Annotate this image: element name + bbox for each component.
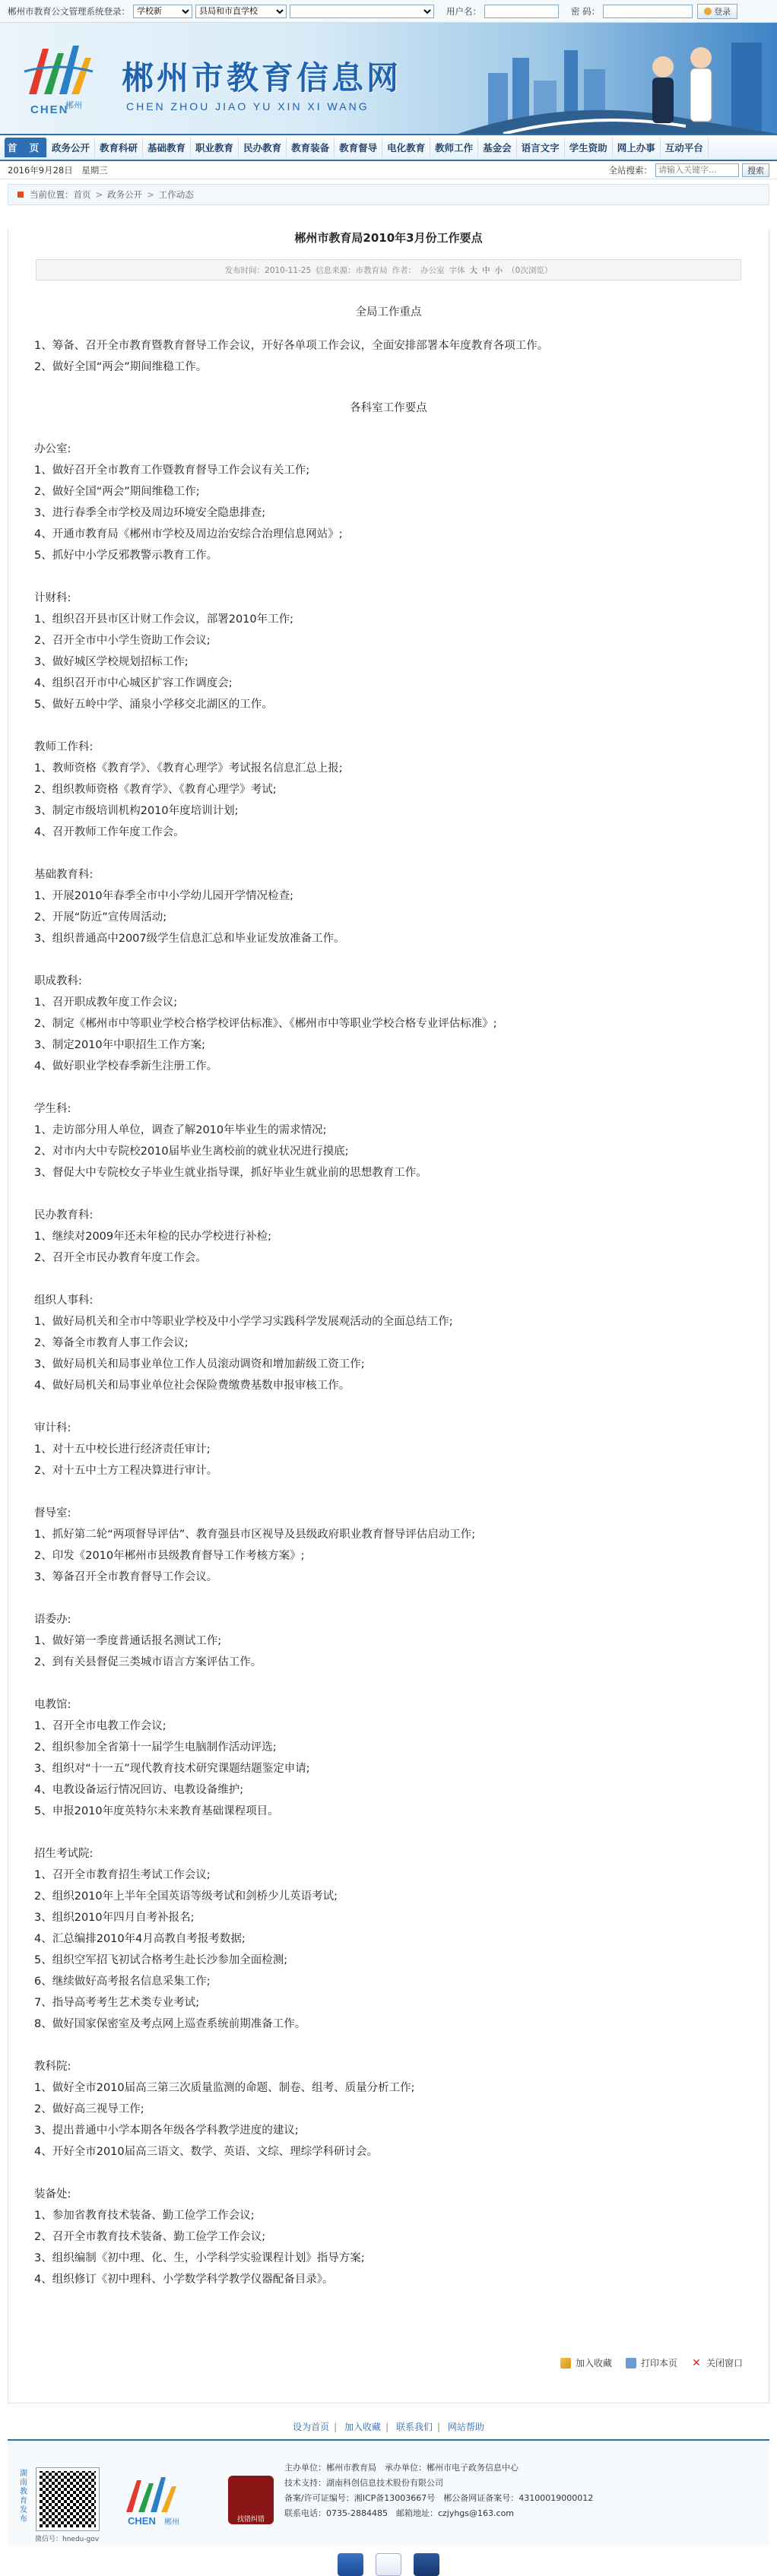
- department-task: 5、抓好中小学反邪教警示教育工作。: [34, 550, 218, 562]
- login-label: 郴州市教育公文管理系统登录：: [8, 5, 130, 17]
- department-task: 1、教师资格《教育学》、《教育心理学》考试报名信息汇总上报;: [34, 762, 343, 775]
- nav-vocational-education[interactable]: 职业教育: [191, 138, 239, 157]
- department-task: 1、对十五中校长进行经济责任审计;: [34, 1443, 211, 1456]
- nav-foundation[interactable]: 基金会: [478, 138, 517, 157]
- nav-language[interactable]: 语言文字: [517, 138, 565, 157]
- breadcrumb-separator-icon: >: [95, 189, 103, 200]
- gov-site-badge-icon[interactable]: [338, 2553, 363, 2576]
- department-task: 2、做好高三视导工作;: [34, 2103, 144, 2115]
- location-icon: [17, 192, 24, 198]
- article: [8, 230, 769, 2403]
- search-button[interactable]: 搜索: [742, 163, 769, 177]
- school-select[interactable]: [290, 5, 434, 18]
- department-task: 3、组织普通高中2007级学生信息汇总和毕业证发放准备工作。: [34, 933, 345, 945]
- department-name: 审计科:: [34, 1422, 71, 1434]
- department-name: 办公室:: [34, 443, 71, 455]
- footer-badges: [0, 2553, 777, 2576]
- department-section: [34, 588, 743, 715]
- department-task: 1、抓好第二轮“两项督导评估”、教育强县市区视导及县级政府职业教育督导评估启动工作;: [34, 1529, 476, 1541]
- department-section: [34, 439, 743, 566]
- department-section: [34, 1694, 743, 1822]
- department-task: 2、筹备全市教育人事工作会议;: [34, 1337, 189, 1349]
- department-section: [34, 971, 743, 1077]
- police-badge-icon[interactable]: [414, 2553, 439, 2576]
- nav-student-aid[interactable]: 学生资助: [565, 138, 613, 157]
- department-section: [34, 1205, 743, 1269]
- search-label: 全站搜索：: [608, 164, 652, 176]
- department-section: [34, 1503, 743, 1588]
- date-search-bar: [0, 161, 777, 179]
- department-name: 民办教育科:: [34, 1209, 94, 1221]
- department-task: 2、印发《2010年郴州市县级教育督导工作考核方案》;: [34, 1550, 305, 1562]
- bureau-item: 1、筹备、召开全市教育暨教育督导工作会议，开好各单项工作会议，全面安排部署本年度教育各项工作。: [34, 340, 549, 352]
- footer-info-line: 联系电话：0735-2884485 邮箱地址：czjyhgs@163.com: [284, 2508, 515, 2518]
- search-input[interactable]: [655, 163, 739, 177]
- login-button[interactable]: [697, 4, 737, 19]
- department-task: 1、做好全市2010届高三第三次质量监测的命题、制卷、组考、质量分析工作;: [34, 2082, 415, 2094]
- department-task: 4、电教设备运行情况回访、电教设备维护;: [34, 1784, 244, 1796]
- login-bar: [0, 0, 777, 23]
- breadcrumb-government-affairs[interactable]: 政务公开: [107, 189, 143, 200]
- nav-education-supervision[interactable]: 教育督导: [335, 138, 382, 157]
- logo-cn-text: 郴州: [65, 100, 82, 110]
- department-task: 3、筹备召开全市教育督导工作会议。: [34, 1571, 218, 1583]
- password-input[interactable]: [603, 5, 693, 18]
- key-icon: [704, 8, 712, 15]
- add-favorite-link[interactable]: [560, 2356, 612, 2369]
- department-task: 1、召开职成教年度工作会议;: [34, 996, 178, 1009]
- footer-link-add-favorite[interactable]: 加入收藏: [344, 2422, 382, 2432]
- department-name: 招生考试院:: [34, 1848, 94, 1860]
- nav-home[interactable]: 首 页: [5, 138, 47, 157]
- department-task: 5、组织空军招飞初试合格考生赴长沙参加全面检测;: [34, 1954, 288, 1966]
- breadcrumb-prefix: 当前位置：: [30, 189, 74, 200]
- department-section: [34, 1843, 743, 2035]
- department-task: 2、开展“防近”宣传周活动;: [34, 911, 167, 924]
- site-banner: [0, 23, 777, 135]
- department-task: 3、提出普通中小学本期各年级各学科教学进度的建议;: [34, 2124, 299, 2137]
- username-input[interactable]: [484, 5, 559, 18]
- nav-private-education[interactable]: 民办教育: [239, 138, 287, 157]
- department-task: 6、继续做好高考报名信息采集工作;: [34, 1976, 211, 1988]
- logo-chen-text: CHEN: [30, 103, 69, 116]
- footer-links: 设为首页 | 加入收藏 | 联系我们 | 网站帮助: [293, 2422, 484, 2432]
- meta-view-count: （0次浏览）: [507, 265, 553, 275]
- department-task: 1、做好召开全市教育工作暨教育督导工作会议有关工作;: [34, 464, 310, 477]
- qr-code-icon: [36, 2468, 99, 2530]
- department-task: 1、继续对2009年还未年检的民办学校进行补检;: [34, 1231, 272, 1243]
- nav-online-services[interactable]: 网上办事: [613, 138, 661, 157]
- department-task: 4、组织召开市中心城区扩容工作调度会;: [34, 677, 233, 689]
- footer-info-line: 备案/许可证编号：湘ICP备13003667号 郴公备网证备案号：43100019000012: [284, 2493, 594, 2503]
- department-task: 2、制定《郴州市中等职业学校合格学校评估标准》、《郴州市中等职业学校合格专业评估标准》;: [34, 1018, 497, 1030]
- department-section: [34, 1609, 743, 1673]
- username-label: 用户名：: [446, 5, 481, 17]
- city-skyline-illustration: [458, 27, 777, 134]
- nav-education-equipment[interactable]: 教育装备: [287, 138, 335, 157]
- department-task: 4、组织修订《初中理科、小学数学科学教学仪器配备目录》。: [34, 2273, 334, 2286]
- department-task: 2、召开全市教育技术装备、勤工俭学工作会议;: [34, 2231, 266, 2243]
- department-task: 3、做好局机关和局事业单位工作人员滚动调资和增加薪级工资工作;: [34, 1358, 365, 1370]
- department-section: [34, 2184, 743, 2290]
- article-meta: [36, 259, 741, 280]
- department-task: 1、走访部分用人单位，调查了解2010年毕业生的需求情况;: [34, 1124, 327, 1136]
- department-sections: [34, 439, 743, 2290]
- close-icon: ✕: [692, 2356, 701, 2369]
- nav-interactive-platform[interactable]: 互动平台: [661, 138, 709, 157]
- department-task: 1、开展2010年春季全市中小学幼儿园开学情况检查;: [34, 890, 294, 902]
- meta-office: 办公室: [420, 265, 445, 275]
- current-date: 2016年9月28日 星期三: [8, 164, 108, 176]
- department-task: 3、制定2010年中职招生工作方案;: [34, 1039, 206, 1051]
- breadcrumb-work-news[interactable]: 工作动态: [158, 189, 194, 200]
- department-task: 2、对十五中土方工程决算进行审计。: [34, 1465, 218, 1477]
- department-task: 1、召开全市电教工作会议;: [34, 1720, 166, 1732]
- footer-info-line: 主办单位：郴州市教育局 承办单位：郴州市电子政务信息中心: [284, 2463, 519, 2473]
- font-size-large[interactable]: 大: [469, 265, 478, 275]
- school-type-select[interactable]: [195, 5, 287, 18]
- breadcrumb: [8, 184, 769, 205]
- department-section: [34, 1290, 743, 1396]
- department-name: 基础教育科:: [34, 869, 94, 881]
- footer-link-help[interactable]: 网站帮助: [447, 2422, 484, 2432]
- login-button-label: 登录: [714, 6, 731, 17]
- department-section: [34, 737, 743, 843]
- breadcrumb-home[interactable]: 首页: [73, 189, 91, 200]
- department-task: 2、召开全市民办教育年度工作会。: [34, 1252, 207, 1264]
- footer-info: [284, 2460, 593, 2521]
- department-task: 4、开好全市2010届高三语文、数学、英语、文综、理综学科研讨会。: [34, 2146, 379, 2158]
- department-task: 3、督促大中专院校女子毕业生就业指导课，抓好毕业生就业前的思想教育工作。: [34, 1167, 427, 1179]
- department-name: 教科院:: [34, 2061, 71, 2073]
- meta-source: 信息来源：市教育局: [316, 265, 388, 275]
- department-task: 8、做好国家保密室及考点网上巡查系统前期准备工作。: [34, 2018, 306, 2030]
- bureau-item: 2、做好全国“两会”期间维稳工作。: [34, 361, 208, 373]
- footer-link-set-homepage[interactable]: 设为首页: [293, 2422, 330, 2432]
- add-favorite-label: 加入收藏: [575, 2358, 612, 2368]
- department-name: 组织人事科:: [34, 1294, 94, 1307]
- department-task: 5、申报2010年度英特尔未来教育基础课程项目。: [34, 1805, 279, 1817]
- department-task: 2、做好全国“两会”期间维稳工作;: [34, 486, 200, 498]
- error-report-caption: 找错纠错: [236, 2516, 265, 2524]
- article-content: [8, 302, 769, 2290]
- department-name: 职成教科:: [34, 975, 82, 987]
- print-page-label: 打印本页: [640, 2358, 677, 2368]
- department-task: 4、做好局机关和局事业单位社会保险费缴费基数申报审核工作。: [34, 1380, 350, 1392]
- footer: [8, 2439, 769, 2546]
- department-task: 3、做好城区学校规划招标工作;: [34, 656, 189, 668]
- article-title: 郴州市教育局2010年3月份工作要点: [294, 231, 483, 245]
- close-window-link[interactable]: [691, 2356, 743, 2369]
- department-name: 装备处:: [34, 2188, 71, 2201]
- printer-icon: [626, 2358, 636, 2368]
- article-tools: [560, 2356, 743, 2369]
- department-task: 2、到有关县督促三类城市语言方案评估工作。: [34, 1656, 262, 1668]
- security-badge-icon[interactable]: [376, 2553, 401, 2576]
- footer-vertical-label: 湖南教育发布: [20, 2470, 27, 2524]
- favorite-icon: [560, 2358, 571, 2368]
- department-name: 督导室:: [34, 1507, 71, 1519]
- departments-heading: 各科室工作要点: [350, 402, 427, 414]
- department-name: 电教馆:: [34, 1699, 71, 1711]
- department-task: 4、开通市教育局《郴州市学校及周边治安综合治理信息网站》;: [34, 528, 343, 540]
- site-pinyin: CHEN ZHOU JIAO YU XIN XI WANG: [126, 100, 369, 112]
- department-task: 1、召开全市教育招生考试工作会议;: [34, 1869, 211, 1881]
- department-section: [34, 1098, 743, 1183]
- department-task: 5、做好五岭中学、涌泉小学移交北湖区的工作。: [34, 699, 273, 711]
- department-task: 1、做好局机关和全市中等职业学校及中小学学习实践科学发展观活动的全面总结工作;: [34, 1316, 453, 1328]
- department-name: 计财科:: [34, 592, 71, 604]
- department-name: 学生科:: [34, 1103, 71, 1115]
- department-task: 1、做好第一季度普通话报名测试工作;: [34, 1635, 222, 1647]
- site-logo-icon: [21, 41, 94, 102]
- role-select[interactable]: [133, 5, 192, 18]
- department-task: 2、组织教师资格《教育学》、《教育心理学》考试;: [34, 784, 277, 796]
- department-task: 4、召开教师工作年度工作会。: [34, 826, 185, 838]
- meta-font-label: 字体: [449, 265, 465, 275]
- department-task: 2、组织参加全省第十一届学生电脑制作活动评选;: [34, 1741, 277, 1754]
- footer-logo-cn: 郴州: [164, 2518, 179, 2527]
- department-task: 7、指导高考考生艺术类专业考试;: [34, 1997, 200, 2009]
- meta-author: 作者：: [392, 265, 417, 275]
- department-section: [34, 1418, 743, 1481]
- department-task: 2、对市内大中专院校2010届毕业生离校前的就业状况进行摸底;: [34, 1145, 349, 1158]
- breadcrumb-separator-icon: >: [147, 189, 154, 200]
- qr-caption: 微信号：hnedu-gov: [35, 2536, 100, 2543]
- close-window-label: 关闭窗口: [706, 2358, 743, 2368]
- department-name: 语委办:: [34, 1614, 71, 1626]
- site-title: 郴州市教育信息网: [122, 59, 402, 97]
- department-section: [34, 2056, 743, 2163]
- password-label: 密 码：: [571, 5, 601, 17]
- bureau-heading: 全局工作重点: [355, 306, 422, 318]
- nav-government-affairs[interactable]: 政务公开: [47, 138, 95, 157]
- department-task: 3、组织编制《初中理、化、生，小学科学实验课程计划》指导方案;: [34, 2252, 365, 2264]
- department-name: 教师工作科:: [34, 741, 94, 753]
- main-nav: [0, 135, 777, 161]
- nav-basic-education[interactable]: 基础教育: [143, 138, 191, 157]
- meta-published: 发布时间：2010-11-25: [224, 265, 312, 275]
- footer-logo-icon: [122, 2474, 190, 2527]
- footer-info-line: 技术支持：湖南科创信息技术股份有限公司: [284, 2478, 443, 2488]
- font-size-medium[interactable]: 中: [482, 265, 490, 275]
- footer-logo-chen: CHEN: [128, 2515, 156, 2527]
- department-task: 4、汇总编排2010年4月高教自考报考数据;: [34, 1933, 246, 1945]
- department-task: 3、组织2010年四月自考补报名;: [34, 1912, 195, 1924]
- department-task: 2、组织2010年上半年全国英语等级考试和剑桥少儿英语考试;: [34, 1890, 338, 1903]
- department-section: [34, 864, 743, 949]
- font-size-small[interactable]: 小: [494, 265, 503, 275]
- nav-education-research[interactable]: 教育科研: [95, 138, 143, 157]
- footer-link-contact[interactable]: 联系我们: [395, 2422, 433, 2432]
- department-task: 2、召开全市中小学生资助工作会议;: [34, 635, 211, 647]
- print-page-link[interactable]: [626, 2356, 677, 2369]
- department-task: 3、组织对“十一五”现代教育技术研究课题结题鉴定申请;: [34, 1763, 310, 1775]
- nav-teacher-work[interactable]: 教师工作: [430, 138, 478, 157]
- nav-audio-visual-education[interactable]: 电化教育: [382, 138, 430, 157]
- department-task: 3、制定市级培训机构2010年度培训计划;: [34, 805, 239, 817]
- department-task: 4、做好职业学校春季新生注册工作。: [34, 1060, 218, 1073]
- department-task: 3、进行春季全市学校及周边环境安全隐患排查;: [34, 507, 266, 519]
- department-task: 1、参加省教育技术装备、勤工俭学工作会议;: [34, 2210, 255, 2222]
- department-task: 1、组织召开县市区计财工作会议，部署2010年工作;: [34, 613, 294, 626]
